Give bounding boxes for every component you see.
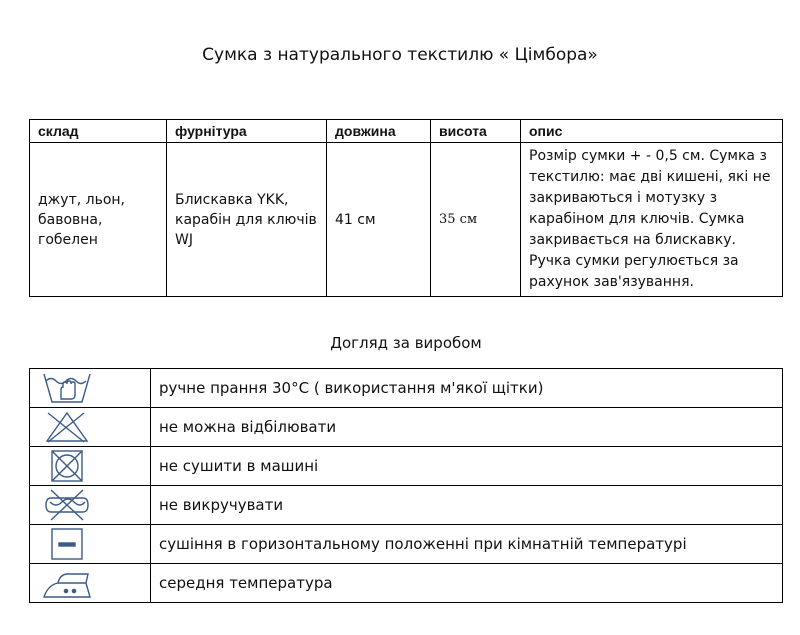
care-icon-cell — [30, 408, 151, 447]
dry-flat-icon — [42, 527, 92, 561]
care-row — [30, 564, 783, 603]
care-row — [30, 486, 783, 525]
care-row — [30, 525, 783, 564]
care-icon-cell — [30, 369, 151, 408]
no-bleach-icon — [42, 410, 92, 444]
cell-hardware: Блискавка YKK, карабін для ключів WJ — [167, 143, 327, 297]
care-text: не викручувати — [151, 486, 783, 525]
cell-composition: джут, льон, бавовна, гобелен — [30, 143, 167, 297]
care-icon-cell — [30, 486, 151, 525]
care-row — [30, 369, 783, 408]
cell-height: 35 см — [431, 143, 521, 297]
care-text: середня температура — [151, 564, 783, 603]
care-table — [29, 368, 783, 603]
care-icon-cell — [30, 447, 151, 486]
hand-wash-icon — [42, 371, 92, 405]
spec-row — [30, 143, 783, 297]
spec-table — [29, 119, 783, 297]
cell-length: 41 см — [327, 143, 431, 297]
care-text: сушіння в горизонтальному положенні при кімнатній температурі — [151, 525, 783, 564]
page-title: Сумка з натурального текстилю « Цімбора» — [202, 45, 598, 65]
iron-medium-icon — [42, 566, 98, 600]
spec-header-row — [30, 120, 783, 143]
care-text: не сушити в машині — [151, 447, 783, 486]
care-text: не можна відбілювати — [151, 408, 783, 447]
care-icon-cell — [30, 525, 151, 564]
header-description: опис — [521, 120, 783, 143]
care-icon-cell — [30, 564, 151, 603]
care-text: ручне прання 30°C ( використання м'якої щітки) — [151, 369, 783, 408]
care-title: Догляд за виробом — [330, 334, 482, 352]
header-hardware: фурнітура — [167, 120, 327, 143]
care-row — [30, 447, 783, 486]
no-wring-icon — [42, 488, 92, 522]
header-length: довжина — [327, 120, 431, 143]
cell-description: Розмір сумки + - 0,5 см. Сумка з текстилю: має дві кишені, які не закриваються і мотузку з карабіном для ключів. Сумка закривається на блискавку. Ручка сумки регулюється за рахунок зав'язування. — [521, 143, 783, 297]
care-row — [30, 408, 783, 447]
header-height: висота — [431, 120, 521, 143]
no-tumble-dry-icon — [42, 449, 92, 483]
header-composition: склад — [30, 120, 167, 143]
